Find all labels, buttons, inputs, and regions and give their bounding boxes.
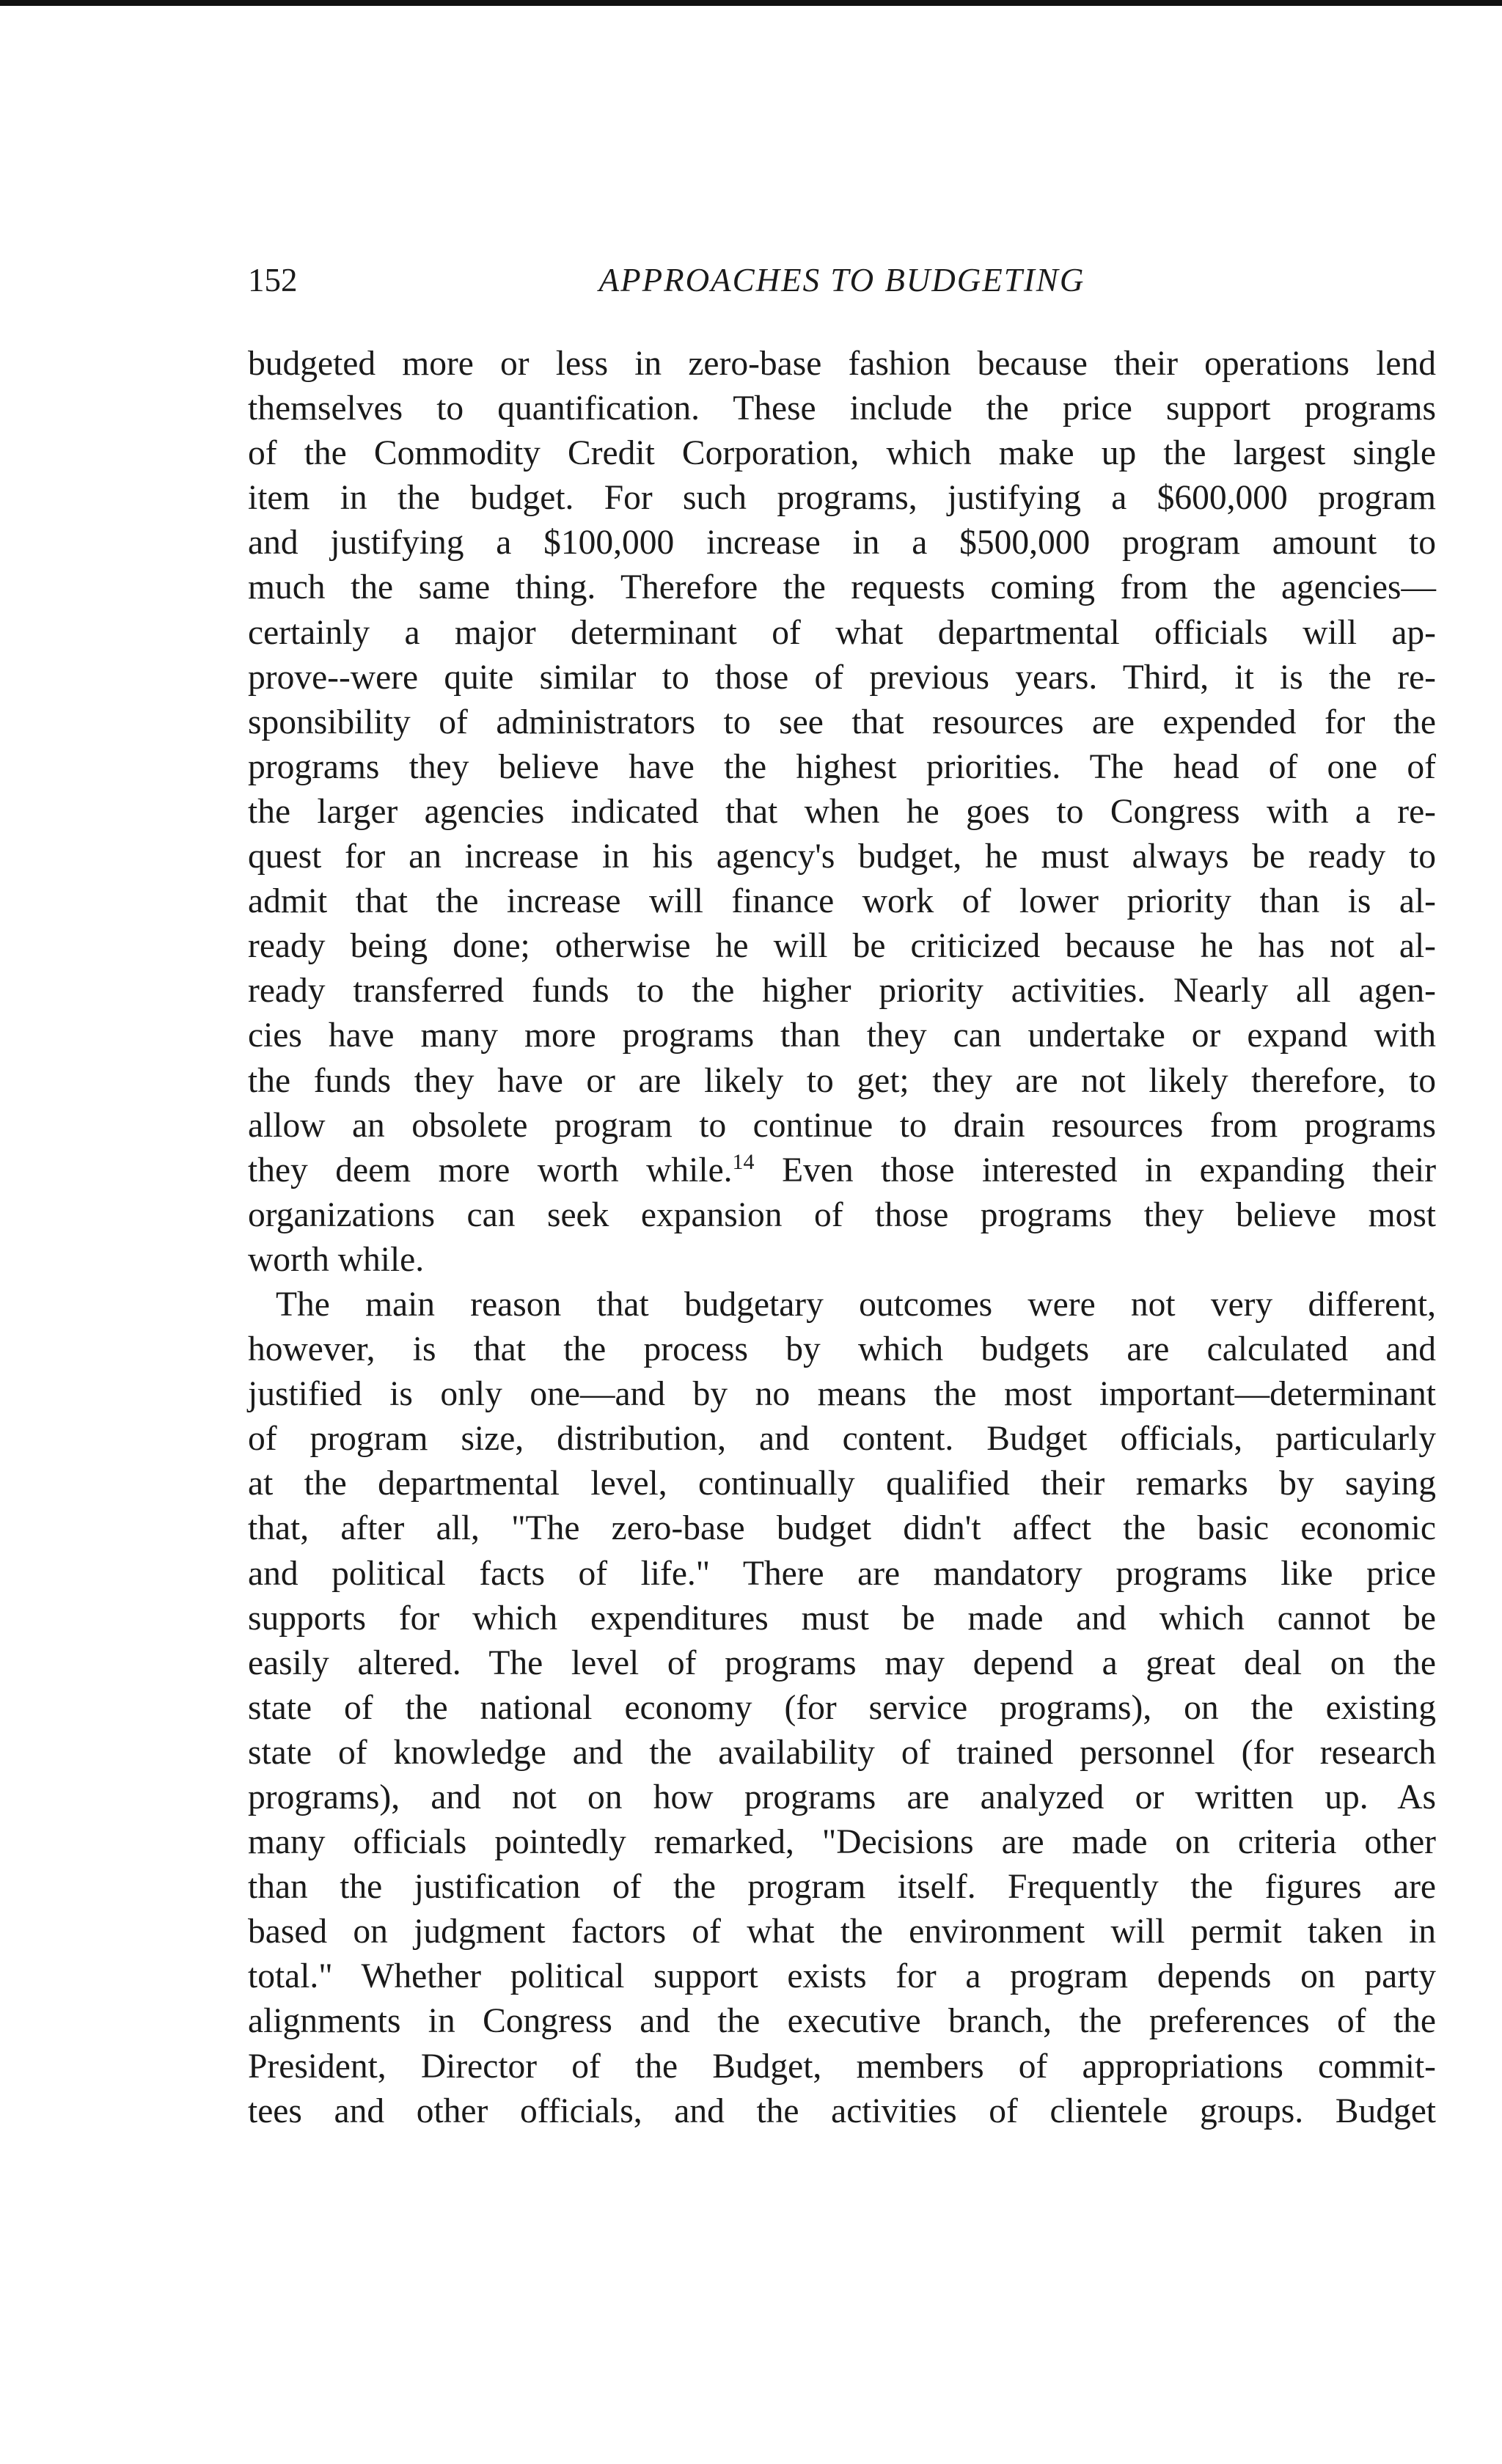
text-line: the larger agencies indicated that when he goes to Congress with a re- (248, 792, 1436, 831)
text-line: the funds they have or are likely to get; they are not likely therefore, to (248, 1061, 1436, 1100)
text-fragment: Even those interested in expanding their (754, 1151, 1437, 1189)
running-head (248, 258, 1436, 302)
text-line: much the same thing. Therefore the requests coming from the agencies— (248, 568, 1436, 607)
text-line: ready being done; otherwise he will be criticized because he has not al- (248, 927, 1436, 966)
text-line: allow an obsolete program to continue to drain resources from programs (248, 1106, 1436, 1145)
text-line: item in the budget. For such programs, justifying a $600,000 program (248, 479, 1436, 518)
text-line: alignments in Congress and the executive branch, the preferences of the (248, 2002, 1436, 2041)
text-line: state of the national economy (for service programs), on the existing (248, 1688, 1436, 1727)
text-fragment: they deem more worth while. (248, 1151, 733, 1189)
text-line: of the Commodity Credit Corporation, which make up the largest single (248, 434, 1436, 473)
text-line: of program size, distribution, and content. Budget officials, particularly (248, 1420, 1436, 1459)
text-line: than the justification of the program itself. Frequently the figures are (248, 1868, 1436, 1907)
text-line: state of knowledge and the availability of trained personnel (for research (248, 1733, 1436, 1772)
text-line: justified is only one—and by no means the most important—determinant (248, 1375, 1436, 1414)
text-line: programs), and not on how programs are analyzed or written up. As (248, 1778, 1436, 1816)
text-line: that, after all, "The zero-base budget didn't affect the basic economic (248, 1509, 1436, 1548)
text-line: cies have many more programs than they can undertake or expand with (248, 1016, 1436, 1055)
page-number: 152 (248, 262, 298, 298)
text-line: President, Director of the Budget, members of appropriations commit- (248, 2047, 1436, 2086)
text-line: at the departmental level, continually qualified their remarks by saying (248, 1464, 1436, 1503)
text-line: budgeted more or less in zero-base fashion because their operations lend (248, 345, 1436, 383)
text-line: ready transferred funds to the higher priority activities. Nearly all agen- (248, 972, 1436, 1011)
text-line: certainly a major determinant of what departmental officials will ap- (248, 613, 1436, 652)
footnote-reference: 14 (732, 1149, 755, 1174)
text-line: supports for which expenditures must be made and which cannot be (248, 1599, 1436, 1638)
text-line: prove--were quite similar to those of previous years. Third, it is the re- (248, 658, 1436, 697)
text-line: and justifying a $100,000 increase in a $500,000 program amount to (248, 524, 1436, 562)
text-line-with-footnote (248, 1148, 1436, 1193)
text-line: easily altered. The level of programs may depend a great deal on the (248, 1643, 1436, 1682)
paragraph-first-line: The main reason that budgetary outcomes were not very different, (276, 1285, 1436, 1324)
text-line: based on judgment factors of what the environment will permit taken in (248, 1913, 1436, 1951)
body-text (248, 342, 1436, 2134)
text-line: sponsibility of administrators to see that resources are expended for the (248, 703, 1436, 741)
text-line: themselves to quantification. These include the price support programs (248, 389, 1436, 428)
text-line: however, is that the process by which budgets are calculated and (248, 1330, 1436, 1369)
text-line: admit that the increase will finance work of lower priority than is al- (248, 882, 1436, 921)
text-line: worth while. (248, 1240, 425, 1279)
text-line: organizations can seek expansion of those programs they believe most (248, 1195, 1436, 1234)
text-line: total." Whether political support exists for a program depends on party (248, 1957, 1436, 1996)
top-border-rule (0, 0, 1502, 6)
text-line: many officials pointedly remarked, "Decisions are made on criteria other (248, 1823, 1436, 1862)
text-line: programs they believe have the highest priorities. The head of one of (248, 747, 1436, 786)
text-line: quest for an increase in his agency's budget, he must always be ready to (248, 837, 1436, 876)
text-line: and political facts of life." There are mandatory programs like price (248, 1554, 1436, 1593)
running-title: APPROACHES TO BUDGETING (598, 262, 1085, 298)
text-line: tees and other officials, and the activities of clientele groups. Budget (248, 2091, 1436, 2130)
